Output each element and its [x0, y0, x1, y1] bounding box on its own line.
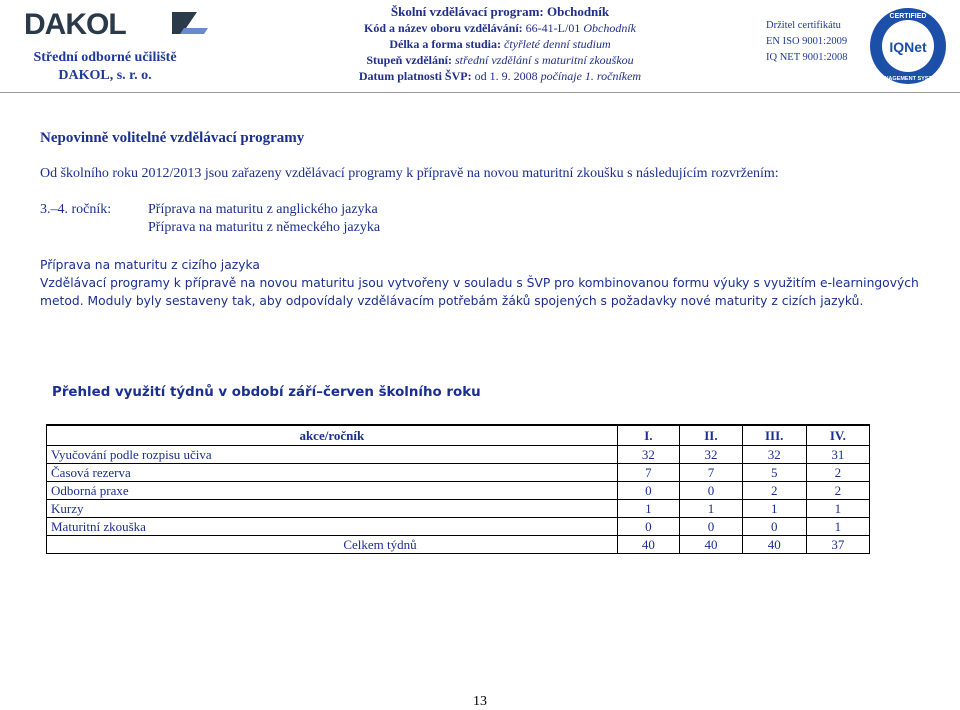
row-label: Odborná praxe [47, 482, 618, 500]
header-cell: IV. [806, 425, 869, 446]
sub-section [40, 256, 920, 310]
weeks-table [46, 424, 870, 554]
certified-badge-icon [868, 6, 948, 86]
cell: 37 [806, 536, 869, 554]
table-row [47, 500, 870, 518]
cell: 32 [617, 446, 680, 464]
logo-text: DAKOL [24, 8, 126, 38]
badge-ring-top: CERTIFIED [889, 13, 927, 20]
cell: 2 [742, 482, 806, 500]
sub-heading: Příprava na maturitu z cizího jazyka [40, 258, 260, 272]
school-name-line2: DAKOL, s. r. o. [58, 68, 152, 83]
school-name-line1: Střední odborné učiliště [33, 50, 177, 65]
section-title: Nepovinně volitelné vzdělávací programy [40, 130, 305, 146]
program-info [280, 4, 720, 84]
header-divider [0, 92, 960, 93]
table-row [47, 482, 870, 500]
header-cell: III. [742, 425, 806, 446]
cell: 5 [742, 464, 806, 482]
header-cell: I. [617, 425, 680, 446]
certificate-info [766, 18, 866, 66]
cert-holder: Držitel certifikátu [766, 20, 841, 31]
cell: 1 [680, 500, 743, 518]
dakol-logo [22, 8, 212, 38]
school-block [0, 0, 210, 92]
total-label: Celkem týdnů [47, 536, 618, 554]
cell: 1 [806, 518, 869, 536]
cell: 0 [680, 518, 743, 536]
cell: 0 [617, 482, 680, 500]
badge-ring-bottom: MANAGEMENT SYSTEM [875, 76, 941, 82]
header-cell: II. [680, 425, 743, 446]
cell: 0 [680, 482, 743, 500]
program-items [148, 201, 380, 237]
cell: 0 [617, 518, 680, 536]
cell: 40 [742, 536, 806, 554]
cell: 7 [617, 464, 680, 482]
table-row [47, 446, 870, 464]
row-label: Vyučování podle rozpisu učiva [47, 446, 618, 464]
table-title: Přehled využití týdnů v období září–červen školního roku [52, 385, 481, 400]
cell: 31 [806, 446, 869, 464]
form-row: Délka a forma studia: čtyřleté denní studium [389, 37, 611, 51]
row-label: Kurzy [47, 500, 618, 518]
cell: 1 [742, 500, 806, 518]
cell: 2 [806, 482, 869, 500]
level-row: Stupeň vzdělání: střední vzdělání s maturitní zkouškou [366, 53, 634, 67]
intro-paragraph: Od školního roku 2012/2013 jsou zařazeny vzdělávací programy k přípravě na novou maturitní zkoušku s následujícím rozvržením: [40, 166, 779, 181]
cell: 32 [742, 446, 806, 464]
table-row [47, 464, 870, 482]
cell: 0 [742, 518, 806, 536]
page-header [0, 0, 960, 92]
cell: 40 [680, 536, 743, 554]
table-header-row [47, 425, 870, 446]
cell: 40 [617, 536, 680, 554]
cert-iso: EN ISO 9001:2009 [766, 36, 848, 47]
badge-text: IQNet [889, 39, 927, 55]
page-number: 13 [473, 694, 487, 709]
total-row [47, 536, 870, 554]
table-row [47, 518, 870, 536]
validity-row: Datum platnosti ŠVP: od 1. 9. 2008 počínaje 1. ročníkem [358, 69, 642, 83]
program-item: Příprava na maturitu z anglického jazyka [148, 202, 378, 217]
year-label: 3.–4. ročník: [40, 202, 112, 217]
row-label: Maturitní zkouška [47, 518, 618, 536]
sub-text: Vzdělávací programy k přípravě na novou maturitu jsou vytvořeny v souladu s ŠVP pro kombinovanou formu výuky s využitím e-learningových metod. Moduly byly sestaveny tak, aby odpovídaly vzdělávacím potřebám žáků spojených s požadavky nové maturity z cizích jazyků. [40, 276, 919, 308]
cert-iqnet: IQ NET 9001:2008 [766, 52, 848, 63]
cell: 7 [680, 464, 743, 482]
cell: 2 [806, 464, 869, 482]
cell: 1 [617, 500, 680, 518]
header-cell: akce/ročník [47, 425, 618, 446]
code-row: Kód a název oboru vzdělávání: 66-41-L/01 Obchodník [364, 21, 636, 35]
program-row: Školní vzdělávací program: Obchodník [390, 4, 610, 19]
row-label: Časová rezerva [47, 464, 618, 482]
cell: 1 [806, 500, 869, 518]
cell: 32 [680, 446, 743, 464]
program-item: Příprava na maturitu z německého jazyka [148, 220, 381, 235]
